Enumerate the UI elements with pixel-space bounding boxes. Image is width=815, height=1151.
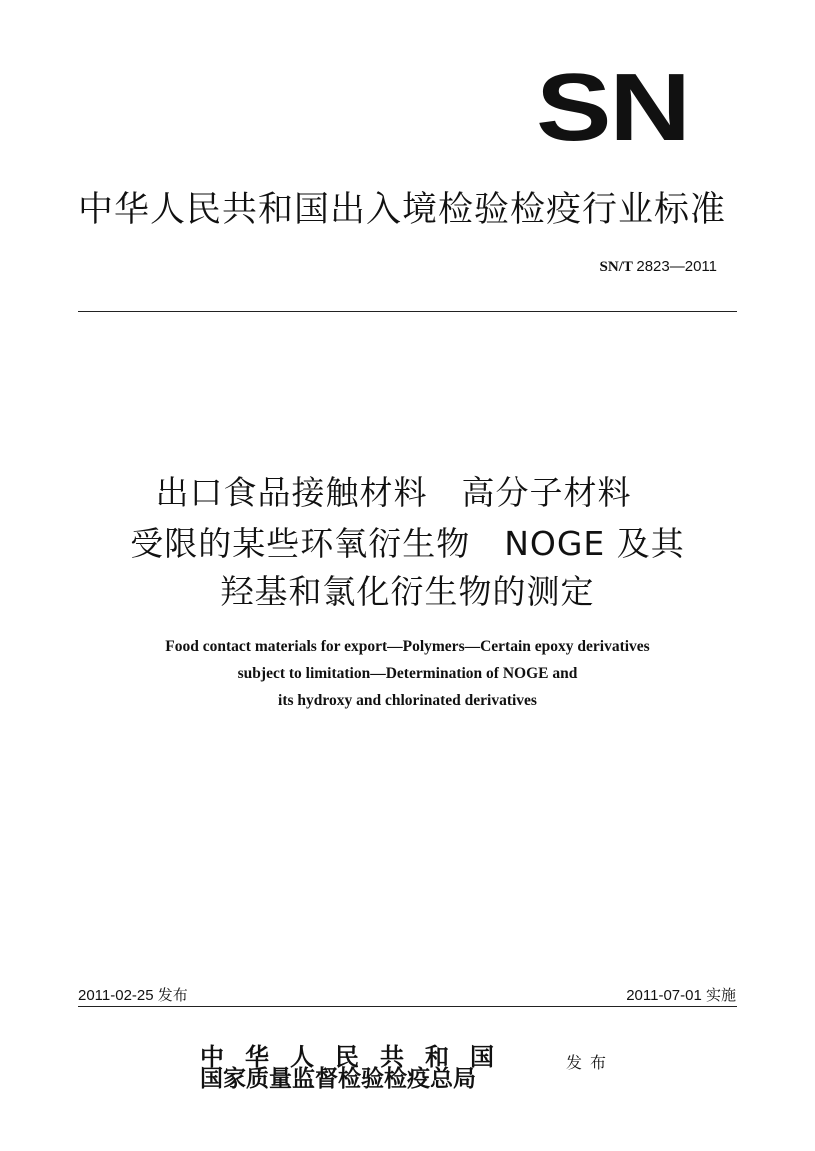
- top-divider: [78, 311, 737, 312]
- standard-code-number: 2823—2011: [636, 258, 717, 275]
- title-cn-line3: 羟基和氯化衍生物的测定: [220, 572, 595, 611]
- publish-date: 2011-02-25 发布: [78, 987, 188, 1004]
- title-en-line1: Food contact materials for export—Polymers—Certain epoxy derivatives: [165, 638, 650, 655]
- standard-code-prefix: SN/T: [599, 259, 633, 275]
- issuer-line1: 中华人民共和国: [200, 1042, 515, 1071]
- issuer-line2: 国家质量监督检验检疫总局: [200, 1065, 476, 1092]
- implementation-date: 2011-07-01 实施: [626, 987, 736, 1004]
- title-en-line3: its hydroxy and chlorinated derivatives: [278, 692, 537, 709]
- sn-logo: SN: [536, 54, 689, 161]
- title-en-line2: subject to limitation—Determination of NOGE and: [237, 665, 578, 682]
- standard-category: 中华人民共和国出入境检验检疫行业标准: [78, 190, 727, 230]
- issuer-suffix: 发布: [566, 1053, 615, 1072]
- bottom-divider: [78, 1006, 737, 1007]
- standard-code: [600, 258, 717, 276]
- title-cn-line2: 受限的某些环氧衍生物 NOGE 及其: [130, 524, 685, 563]
- title-cn-line1: 出口食品接触材料 高分子材料: [155, 473, 632, 512]
